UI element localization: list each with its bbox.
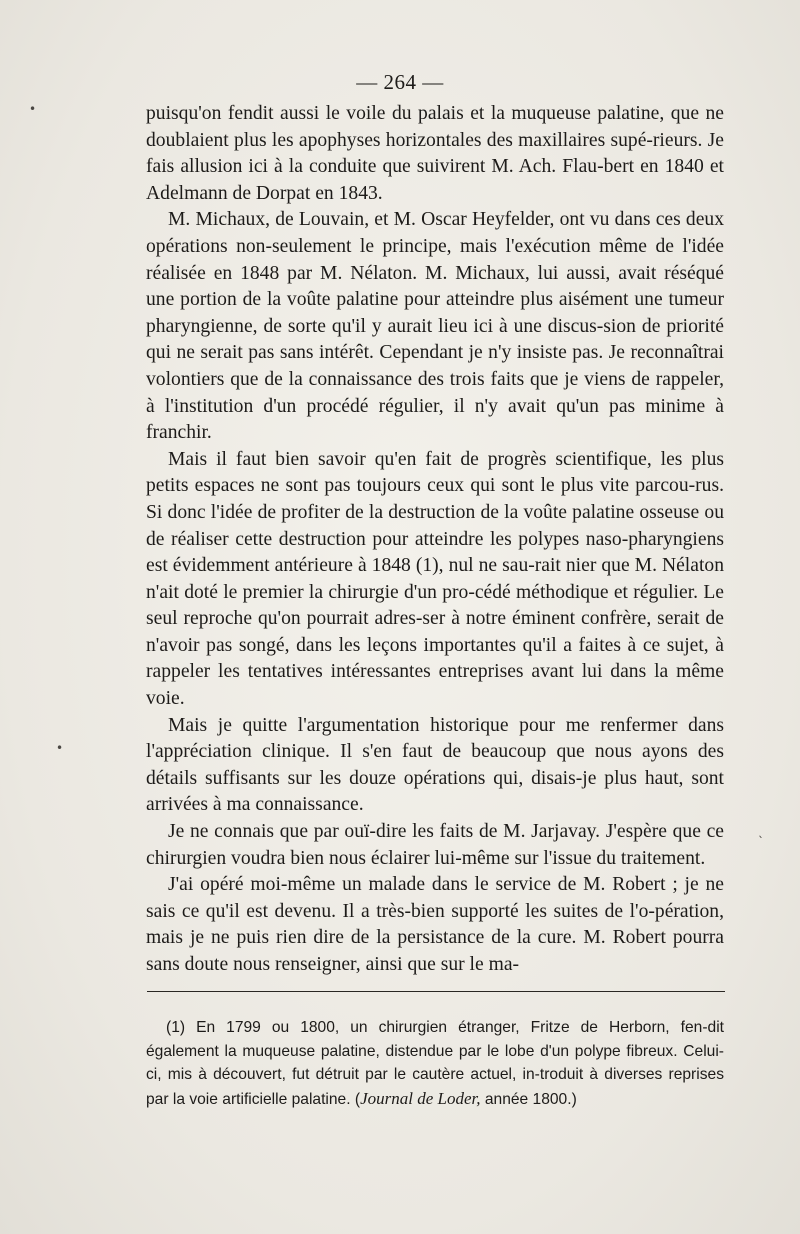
- footnote-tail: année 1800.): [480, 1090, 577, 1108]
- footnote-separator: [147, 991, 725, 992]
- footnote-text: (1) En 1799 ou 1800, un chirurgien étranger, Fritze de Herborn, fen-dit également la muqueuse palatine, distendue par le lobe d'un polype fibreux. Celui-ci, mis à découvert, fut détruit par le cautère actuel, in-troduit à diverses reprises par la voie artificielle palatine. (: [146, 1019, 724, 1108]
- page-number: — 264 —: [356, 70, 444, 94]
- margin-speck-icon: •: [56, 741, 64, 755]
- paragraph-robert: J'ai opéré moi-même un malade dans le service de M. Robert ; je ne sais ce qu'il est devenu. Il a très-bien supporté les suites de l'o-pération, mais je ne puis rien dire de la persistance de la cure. M. Robert pourra sans doute nous renseigner, ainsi que sur le ma-: [146, 874, 724, 975]
- footnote: [146, 1016, 724, 1111]
- body-text: [146, 101, 724, 979]
- margin-speck-icon: •: [29, 102, 37, 116]
- paragraph-michaux-heyfelder: M. Michaux, de Louvain, et M. Oscar Heyfelder, ont vu dans ces deux opérations non-seulement le principe, mais l'exécution même de l'idée réalisée en 1848 par M. Nélaton. M. Michaux, lui aussi, avait réséqué une portion de la voûte palatine pour atteindre plus aisément une tumeur pharyngienne, de sorte qu'il y aurait lieu ici à une discus-sion de priorité qui ne serait pas sans intérêt. Cependant je n'y insiste pas. Je reconnaîtrai volontiers que de la connaissance des trois faits que je viens de rappeler, à l'institution d'un procédé régulier, il n'y avait qu'un pas minime à franchir.: [146, 209, 724, 444]
- margin-speck-icon: ˎ: [758, 824, 764, 838]
- paragraph-continuation: puisqu'on fendit aussi le voile du palais et la muqueuse palatine, que ne doublaient plus les apophyses horizontales des maxillaires supé-rieurs. Je fais allusion ici à la conduite que suivirent M. Ach. Flau-bert en 1840 et Adelmann de Dorpat en 1843.: [146, 103, 724, 204]
- footnote-source: Journal de Loder,: [360, 1088, 481, 1108]
- paragraph-scientific-progress: Mais il faut bien savoir qu'en fait de progrès scientifique, les plus petits espaces ne sont pas toujours ceux qui sont le plus vite parcou-rus. Si donc l'idée de profiter de la destruction de la voûte palatine osseuse ou de réaliser cette destruction pour atteindre les polypes naso-pharyngiens est évidemment antérieure à 1848 (1), nul ne sau-rait nier que M. Nélaton n'ait doté le premier la chirurgie d'un pro-cédé méthodique et régulier. Le seul reproche qu'on pourrait adres-ser à notre éminent confrère, serait de n'avoir pas songé, dans les leçons importantes qu'il a faites à ce sujet, à rappeler les tentatives intéressantes entreprises avant lui dans la même voie.: [146, 448, 724, 710]
- paragraph-clinical-appreciation: Mais je quitte l'argumentation historique pour me renfermer dans l'appréciation clinique. Il s'en faut de beaucoup que nous ayons des détails suffisants sur les douze opérations qui, disais-je plus haut, sont arrivées à ma connaissance.: [146, 714, 724, 816]
- paragraph-jarjavay: Je ne connais que par ouï-dire les faits de M. Jarjavay. J'espère que ce chirurgien voudra bien nous éclairer lui-même sur l'issue du traitement.: [146, 821, 724, 869]
